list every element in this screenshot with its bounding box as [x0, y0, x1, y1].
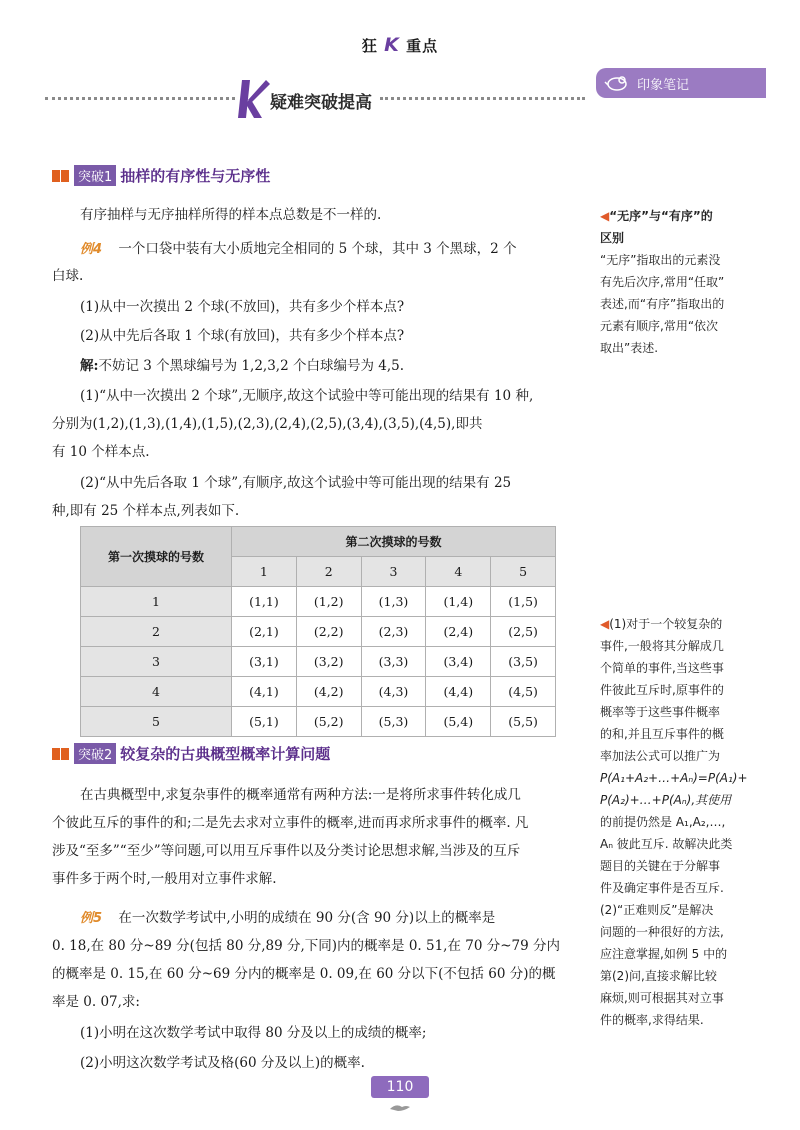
example5-q2: (2)小明这次数学考试及格(60 分及以上)的概率.	[80, 1055, 365, 1071]
table-cell: (3,1)	[232, 647, 297, 677]
table-top-header: 第二次摸球的号数	[232, 527, 556, 557]
header-text-2: 重点	[406, 37, 439, 55]
part2-para-line2: 个彼此互斥的事件的和;二是先去求对立事件的概率,进而再求所求事件的概率. 凡	[52, 815, 529, 831]
answer1-line1: (1)“从中一次摸出 2 个球”,无顺序,故这个试验中等可能出现的结果有 10 种,	[80, 388, 534, 404]
table-cell: (4,1)	[232, 677, 297, 707]
row-header: 5	[81, 707, 232, 737]
book-icon	[52, 747, 70, 761]
table-corner-header: 第一次摸球的号数	[81, 527, 232, 587]
part1-tag: 突破1	[74, 165, 116, 186]
row-header: 4	[81, 677, 232, 707]
sidebar1-line: 表述,而“有序”指取出的	[600, 297, 725, 311]
table-cell: (5,5)	[491, 707, 556, 737]
example5-q1: (1)小明在这次数学考试中取得 80 分及以上的成绩的概率;	[80, 1025, 427, 1041]
sidebar2-formula-line: P(A₁+A₂+…+Aₙ)=P(A₁)+	[600, 771, 748, 785]
example5-line3: 的概率是 0. 15,在 60 分~69 分内的概率是 0. 09,在 60 分以下(不包括 60 分)的概	[52, 966, 556, 982]
section-title: 疑难突破提高	[270, 93, 372, 113]
sidebar2-line: (1)对于一个较复杂的	[609, 617, 723, 631]
triangle-icon: ◀	[600, 617, 610, 631]
header-text-1: 狂	[361, 37, 378, 55]
part1-intro: 有序抽样与无序抽样所得的样本点总数是不一样的.	[80, 207, 382, 223]
bird-icon	[388, 1101, 412, 1113]
sidebar2-line: 题目的关键在于分解事	[600, 859, 721, 873]
example5-line2: 0. 18,在 80 分~89 分(包括 80 分,89 分,下同)内的概率是 0. 51,在 70 分~79 分内	[52, 938, 561, 954]
table-cell: (4,4)	[426, 677, 491, 707]
part2-para-line3: 涉及“至多”“至少”等问题,可以用互斥事件以及分类讨论思想求解,当涉及的互斥	[52, 843, 521, 859]
sample-space-table	[80, 526, 556, 737]
col-header: 1	[232, 557, 297, 587]
header-k-letter: K	[384, 34, 400, 56]
answer1-line3: 有 10 个样本点.	[52, 444, 150, 460]
answer1-line2: 分别为(1,2),(1,3),(1,4),(1,5),(2,3),(2,4),(2,5),(3,4),(3,5),(4,5),即共	[52, 416, 483, 432]
table-cell: (2,3)	[361, 617, 426, 647]
table-cell: (4,2)	[296, 677, 361, 707]
col-header: 3	[361, 557, 426, 587]
k-logo-icon	[236, 78, 270, 120]
sidebar2-line: 应注意掌握,如例 5 中的	[600, 947, 728, 961]
example4-tag: 例4	[80, 242, 103, 257]
table-cell: (1,2)	[296, 587, 361, 617]
table-cell: (2,1)	[232, 617, 297, 647]
sidebar-note-2	[600, 613, 760, 1031]
table-cell: (4,5)	[491, 677, 556, 707]
table-cell: (2,2)	[296, 617, 361, 647]
dotted-rule-left	[45, 97, 235, 100]
sidebar2-line: Aₙ 彼此互斥. 故解决此类	[600, 837, 733, 851]
example5-text: 在一次数学考试中,小明的成绩在 90 分(含 90 分)以上的概率是	[118, 910, 496, 926]
solution-intro	[80, 354, 404, 374]
answer2-line1: (2)“从中先后各取 1 个球”,有顺序,故这个试验中等可能出现的结果有 25	[80, 475, 512, 491]
sidebar1-head	[600, 205, 760, 227]
table-cell: (5,4)	[426, 707, 491, 737]
part2-para-line4: 事件多于两个时,一般用对立事件求解.	[52, 871, 277, 887]
col-header: 4	[426, 557, 491, 587]
sidebar2-line: 的前提仍然是 A₁,A₂,…,	[600, 815, 726, 829]
table-cell: (3,2)	[296, 647, 361, 677]
example4-q2: (2)从中先后各取 1 个球(有放回)，共有多少个样本点?	[80, 328, 405, 344]
sidebar2-line: 的和,并且互斥事件的概	[600, 727, 724, 741]
table-cell: (3,3)	[361, 647, 426, 677]
example5-line4: 率是 0. 07,求:	[52, 994, 140, 1010]
sidebar2-line: 事件,一般将其分解成几	[600, 639, 724, 653]
sidebar2-line: (2)“正难则反”是解决	[600, 903, 714, 917]
sidebar1-head-text: “无序”与“有序”的	[609, 209, 713, 223]
sidebar2-line: 个简单的事件,当这些事	[600, 661, 724, 675]
table-cell: (5,2)	[296, 707, 361, 737]
part2-tag: 突破2	[74, 743, 116, 764]
triangle-icon: ◀	[600, 209, 610, 223]
table-cell: (5,1)	[232, 707, 297, 737]
sidebar2-line: 麻烦,则可根据其对立事	[600, 991, 724, 1005]
table-cell: (1,5)	[491, 587, 556, 617]
running-header	[0, 34, 800, 56]
page-number: 110	[371, 1076, 429, 1098]
part2-heading	[52, 743, 330, 764]
solution-label: 解:	[80, 358, 99, 374]
table-cell: (1,3)	[361, 587, 426, 617]
book-icon	[52, 169, 70, 183]
table-cell: (4,3)	[361, 677, 426, 707]
sidebar1-line: 有先后次序,常用“任取”	[600, 275, 725, 289]
sidebar2-line: 概率等于这些事件概率	[600, 705, 721, 719]
example4-q1: (1)从中一次摸出 2 个球(不放回)，共有多少个样本点?	[80, 299, 405, 315]
part2-para-line1: 在古典概型中,求复杂事件的概率通常有两种方法:一是将所求事件转化成几	[80, 787, 521, 803]
example4-text: 一个口袋中装有大小质地完全相同的 5 个球，其中 3 个黑球，2 个	[118, 241, 517, 257]
sidebar2-line: 件及确定事件是否互斥.	[600, 881, 724, 895]
table-row	[81, 587, 556, 617]
sidebar1-head2: 区别	[600, 231, 625, 245]
row-header: 2	[81, 617, 232, 647]
dotted-rule-right	[380, 97, 585, 100]
table-cell: (5,3)	[361, 707, 426, 737]
example5-line1	[80, 906, 495, 926]
table-cell: (2,5)	[491, 617, 556, 647]
table-cell: (1,4)	[426, 587, 491, 617]
part1-heading	[52, 165, 270, 186]
part1-title: 抽样的有序性与无序性	[120, 167, 271, 185]
answer2-line2: 种,即有 25 个样本点,列表如下.	[52, 503, 240, 519]
row-header: 3	[81, 647, 232, 677]
sidebar-note-1	[600, 205, 760, 359]
table-cell: (2,4)	[426, 617, 491, 647]
table-row	[81, 707, 556, 737]
sidebar2-line: 件彼此互斥时,原事件的	[600, 683, 724, 697]
example4-line1	[80, 237, 517, 257]
sidebar2-line: 第(2)问,直接求解比较	[600, 969, 717, 983]
table-cell: (3,5)	[491, 647, 556, 677]
table-row	[81, 617, 556, 647]
table-cell: (1,1)	[232, 587, 297, 617]
row-header: 1	[81, 587, 232, 617]
part2-title: 较复杂的古典概型概率计算问题	[120, 745, 331, 763]
col-header: 5	[491, 557, 556, 587]
sidebar1-line: 取出”表述.	[600, 341, 659, 355]
example4-line2: 白球.	[52, 268, 84, 284]
solution-text: 不妨记 3 个黑球编号为 1,2,3,2 个白球编号为 4,5.	[98, 358, 405, 374]
bird-notes-icon	[604, 73, 630, 93]
sidebar2-formula-line: P(A₂)+…+P(Aₙ),其使用	[600, 793, 732, 807]
example5-tag: 例5	[80, 911, 103, 926]
col-header: 2	[296, 557, 361, 587]
table-row	[81, 677, 556, 707]
table-row	[81, 647, 556, 677]
sidebar2-line: 问题的一种很好的方法,	[600, 925, 724, 939]
sidebar2-line: 率加法公式可以推广为	[600, 749, 721, 763]
sidebar2-line: 件的概率,求得结果.	[600, 1013, 704, 1027]
sidebar1-line: “无序”指取出的元素没	[600, 253, 721, 267]
note-tab-label: 印象笔记	[637, 78, 690, 93]
table-cell: (3,4)	[426, 647, 491, 677]
sidebar1-line: 元素有顺序,常用“依次	[600, 319, 719, 333]
